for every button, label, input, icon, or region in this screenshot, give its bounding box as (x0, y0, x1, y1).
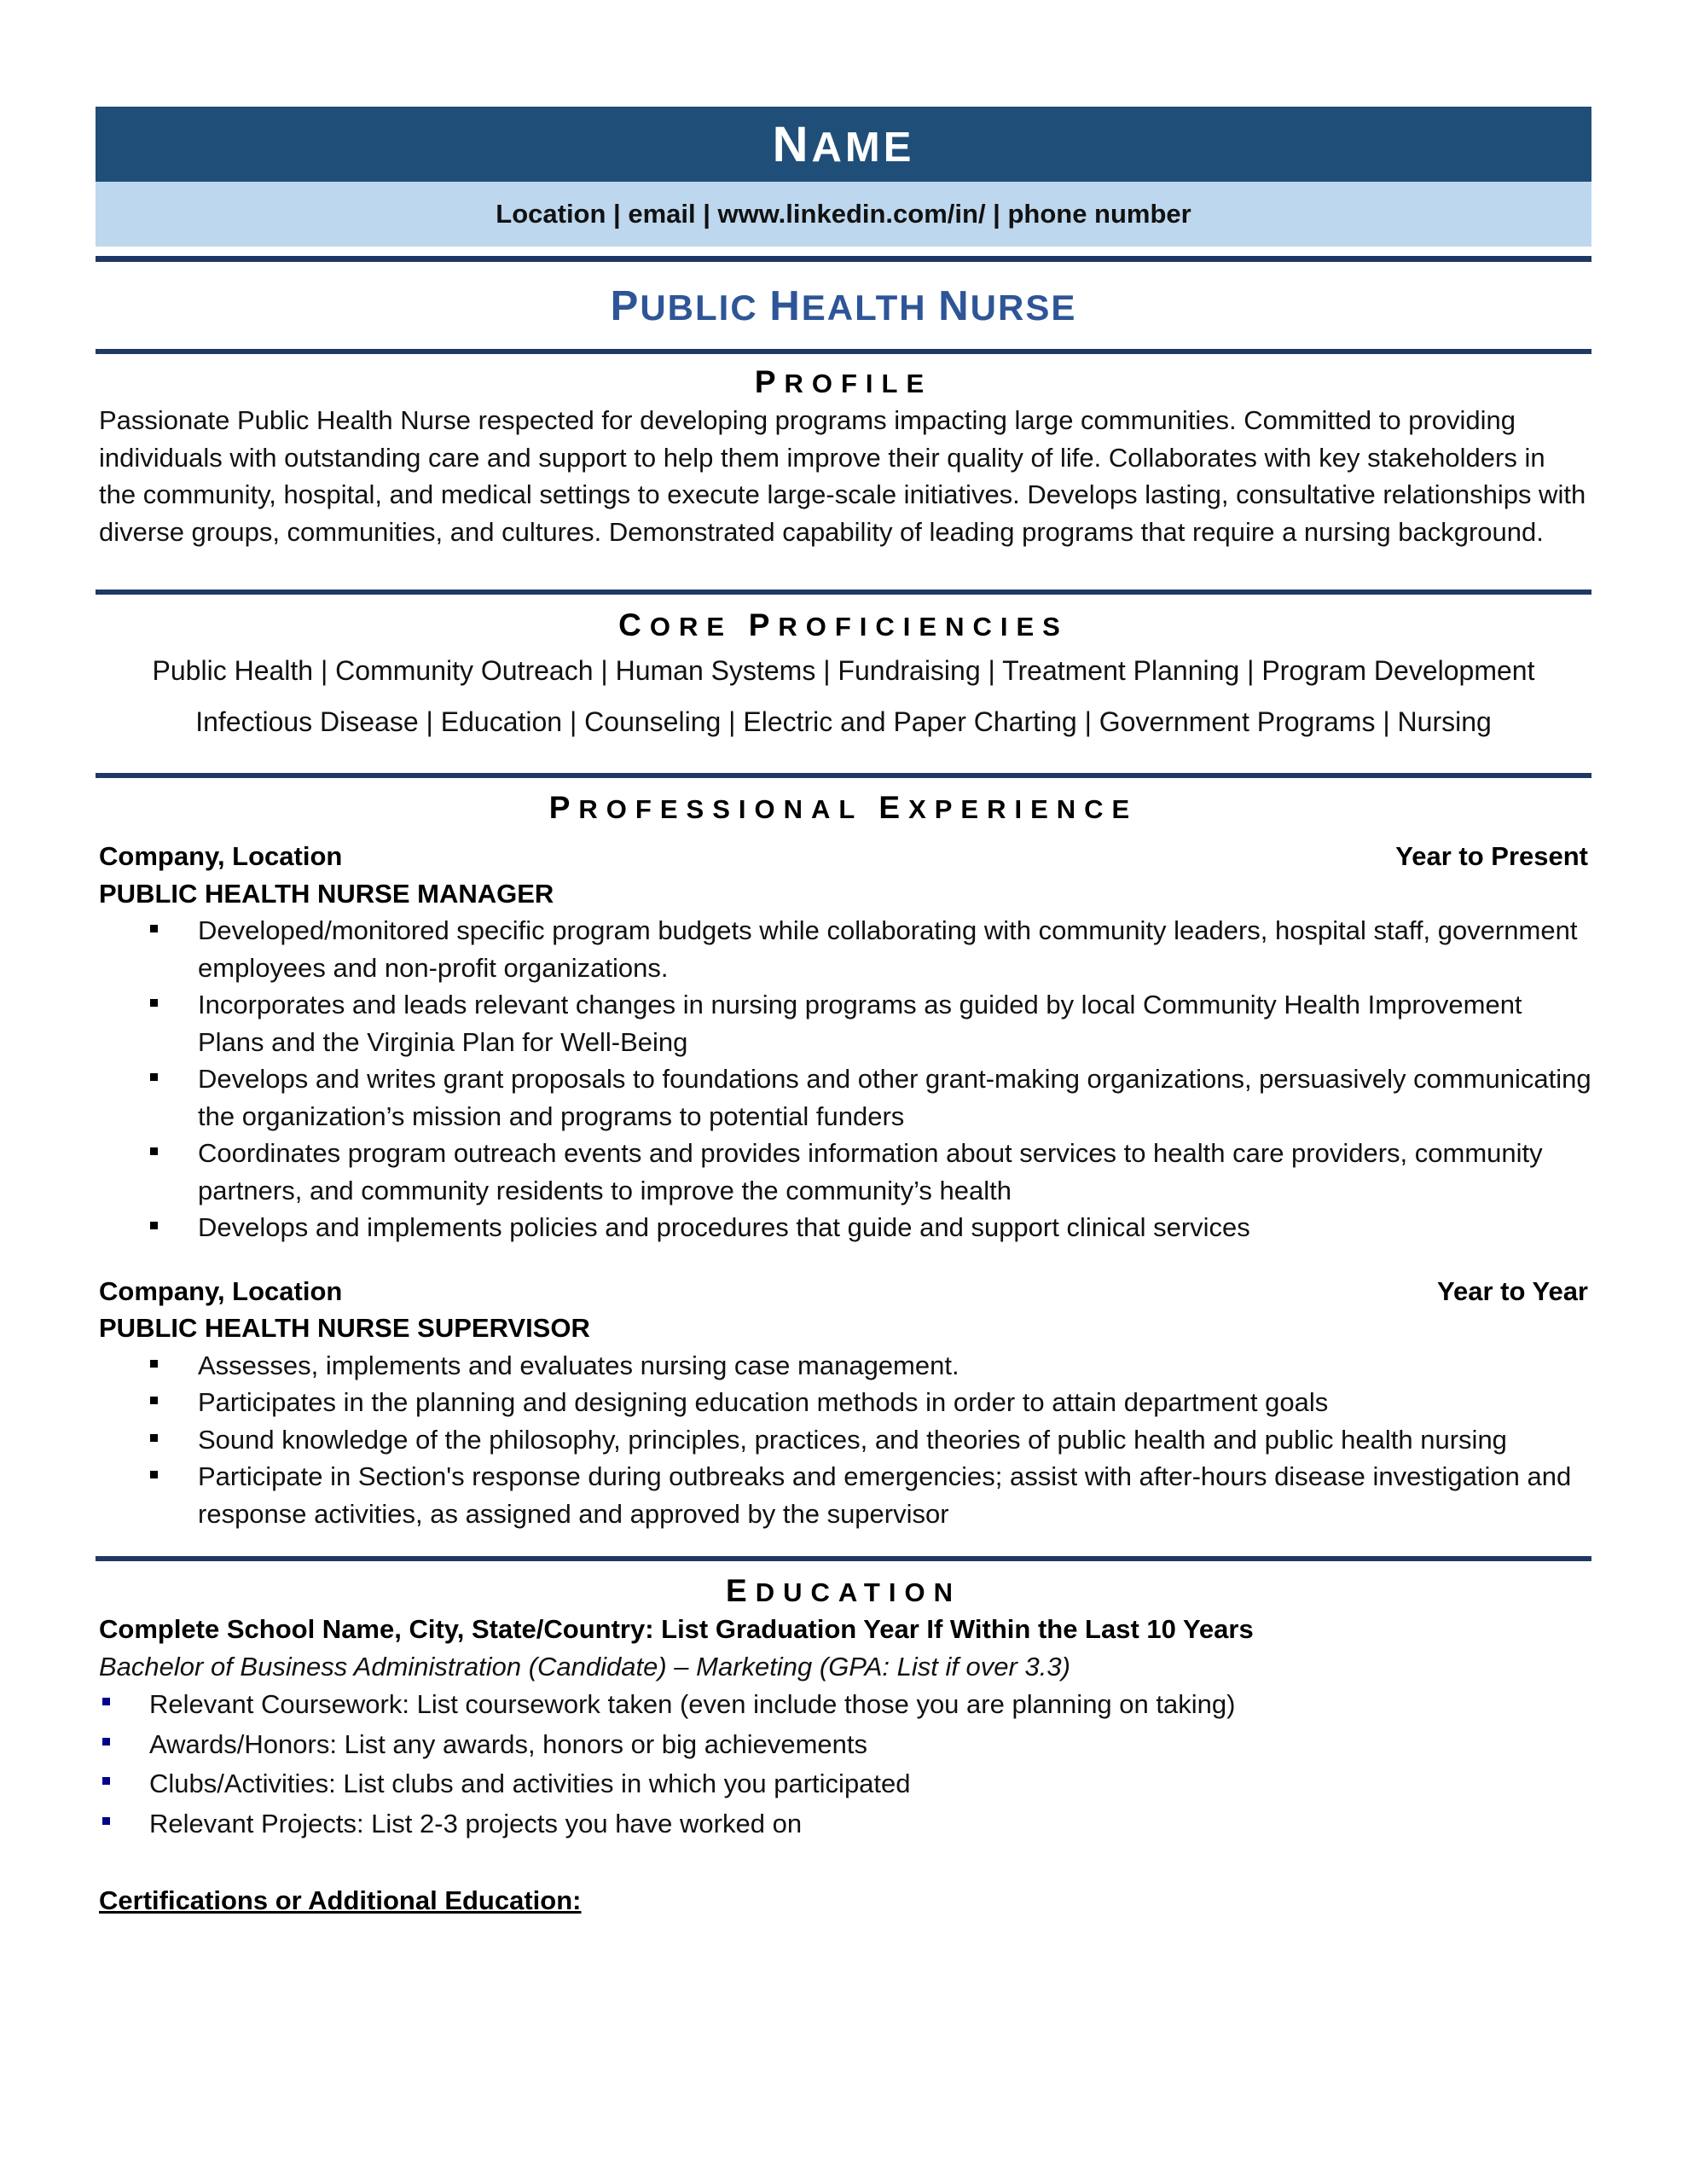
job-header (96, 1273, 1591, 1310)
proficiencies-line-2: Infectious Disease | Education | Counseling | Electric and Paper Charting | Government Programs | Nursing (195, 706, 1492, 737)
bullet-icon (102, 1698, 110, 1705)
job-title-part: P (610, 283, 641, 329)
job-title-part: EALTH (801, 288, 927, 328)
experience-divider (96, 1556, 1591, 1561)
candidate-name (773, 116, 915, 173)
heading-part: ORE (649, 612, 733, 642)
bullet-icon (150, 1073, 158, 1081)
heading-part: ROFESSIONAL (578, 794, 863, 824)
bullet-text: Relevant Coursework: List coursework taken (even include those you are planning on taking) (149, 1689, 1236, 1719)
employment-dates: Year to Present (1395, 841, 1588, 871)
bullet-text: Participates in the planning and designing education methods in order to attain department goals (198, 1387, 1329, 1417)
bullet-icon (102, 1738, 110, 1745)
heading-part: DUCATION (755, 1577, 961, 1607)
heading-part: E (878, 790, 909, 825)
header-divider (96, 256, 1591, 262)
list-item (198, 1347, 1591, 1385)
job-role: PUBLIC HEALTH NURSE MANAGER (99, 878, 554, 909)
list-item (198, 1060, 1591, 1135)
list-item (149, 1764, 1591, 1804)
bullet-icon (150, 1360, 158, 1368)
job-entry (96, 838, 1591, 1246)
bullet-icon (150, 1434, 158, 1442)
list-item (198, 1209, 1591, 1246)
certifications-heading: Certifications or Additional Education: (99, 1885, 582, 1915)
heading-part: E (726, 1573, 756, 1608)
experience-heading (96, 790, 1591, 828)
contact-banner (96, 182, 1591, 247)
name-initial: N (772, 116, 812, 172)
bullet-text: Develops and writes grant proposals to foundations and other grant-making organizations, persuasively communicating the organization’s mission and programs to potential funders (198, 1064, 1591, 1131)
name-banner (96, 107, 1591, 182)
list-item (198, 1458, 1591, 1532)
school-line (96, 1611, 1591, 1648)
bullet-icon (102, 1777, 110, 1785)
bullet-icon (102, 1817, 110, 1825)
heading-part: XPERIENCE (908, 794, 1139, 824)
proficiencies-heading (96, 607, 1591, 645)
bullet-icon (150, 1147, 158, 1155)
profile-heading (96, 364, 1591, 402)
bullet-icon (150, 1471, 158, 1478)
profile-divider (96, 590, 1591, 595)
bullet-icon (150, 925, 158, 932)
heading-part: P (748, 607, 779, 642)
job-title-part: UBLIC (640, 288, 758, 328)
job-title (96, 281, 1591, 332)
job-title-part: URSE (970, 288, 1077, 328)
bullet-text: Relevant Projects: List 2-3 projects you have worked on (149, 1808, 803, 1838)
heading-part: ROFICIENCIES (778, 612, 1069, 642)
job-duties (96, 1347, 1591, 1533)
resume-content (96, 107, 1591, 1920)
bullet-text: Coordinates program outreach events and provides information about services to health care providers, community partners, and community residents to improve the community’s health (198, 1138, 1543, 1205)
company-location: Company, Location (99, 1275, 343, 1306)
list-item (198, 1135, 1591, 1209)
proficiencies-divider (96, 773, 1591, 778)
heading-part: P (754, 364, 785, 399)
bullet-icon (150, 999, 158, 1007)
list-item (149, 1804, 1591, 1844)
list-item (198, 1421, 1591, 1459)
job-title-part: N (938, 283, 971, 329)
job-title-part: H (769, 283, 802, 329)
employment-dates: Year to Year (1437, 1275, 1588, 1306)
name-rest: AME (811, 124, 915, 171)
heading-part: P (548, 790, 579, 825)
bullet-text: Clubs/Activities: List clubs and activities in which you participated (149, 1769, 911, 1798)
heading-part: C (618, 607, 650, 642)
list-item (198, 986, 1591, 1060)
list-item (198, 1384, 1591, 1421)
bullet-text: Awards/Honors: List any awards, honors or big achievements (149, 1728, 868, 1759)
list-item (198, 912, 1591, 986)
list-item (149, 1725, 1591, 1765)
bullet-text: Participate in Section's response during outbreaks and emergencies; assist with after-hours disease investigation and response activities, as assigned and approved by the supervisor (198, 1461, 1572, 1529)
school-name: Complete School Name, City, State/Country: List Graduation Year If Within the Last 10 Years (99, 1614, 1254, 1644)
title-divider (96, 349, 1591, 354)
bullet-text: Develops and implements policies and procedures that guide and support clinical services (198, 1212, 1250, 1242)
job-entry (96, 1273, 1591, 1533)
education-heading (96, 1573, 1591, 1611)
job-header (96, 838, 1591, 875)
bullet-icon (150, 1397, 158, 1404)
bullet-text: Developed/monitored specific program budgets while collaborating with community leaders, hospital staff, government employees and non-profit organizations. (198, 915, 1578, 983)
list-item (149, 1685, 1591, 1725)
education-details (96, 1685, 1591, 1844)
bullet-text: Sound knowledge of the philosophy, principles, practices, and theories of public health and public health nursing (198, 1424, 1507, 1455)
bullet-text: Assesses, implements and evaluates nursing case management. (198, 1350, 959, 1380)
profile-summary: Passionate Public Health Nurse respected for developing programs impacting large communities. Committed to providing individuals with outstanding care and support to help them improve their quality of life. Collaborates with key stakeholders in the community, hospital, and medical settings to execute large-scale initiatives. Develops lasting, consultative relationships with diverse groups, communities, and cultures. Demonstrated capability of leading programs that require a nursing background. (99, 405, 1586, 547)
heading-part: ROFILE (784, 369, 933, 398)
job-duties (96, 912, 1591, 1246)
bullet-icon (150, 1222, 158, 1229)
contact-line: Location | email | www.linkedin.com/in/ | phone number (496, 199, 1191, 229)
proficiencies-line-1: Public Health | Community Outreach | Human Systems | Fundraising | Treatment Planning | Program Development (152, 655, 1535, 686)
bullet-text: Incorporates and leads relevant changes in nursing programs as guided by local Community Health Improvement Plans and the Virginia Plan for Well-Being (198, 990, 1522, 1057)
job-role: PUBLIC HEALTH NURSE SUPERVISOR (99, 1313, 590, 1343)
company-location: Company, Location (99, 841, 343, 871)
degree-line: Bachelor of Business Administration (Candidate) – Marketing (GPA: List if over 3.3) (99, 1651, 1070, 1682)
